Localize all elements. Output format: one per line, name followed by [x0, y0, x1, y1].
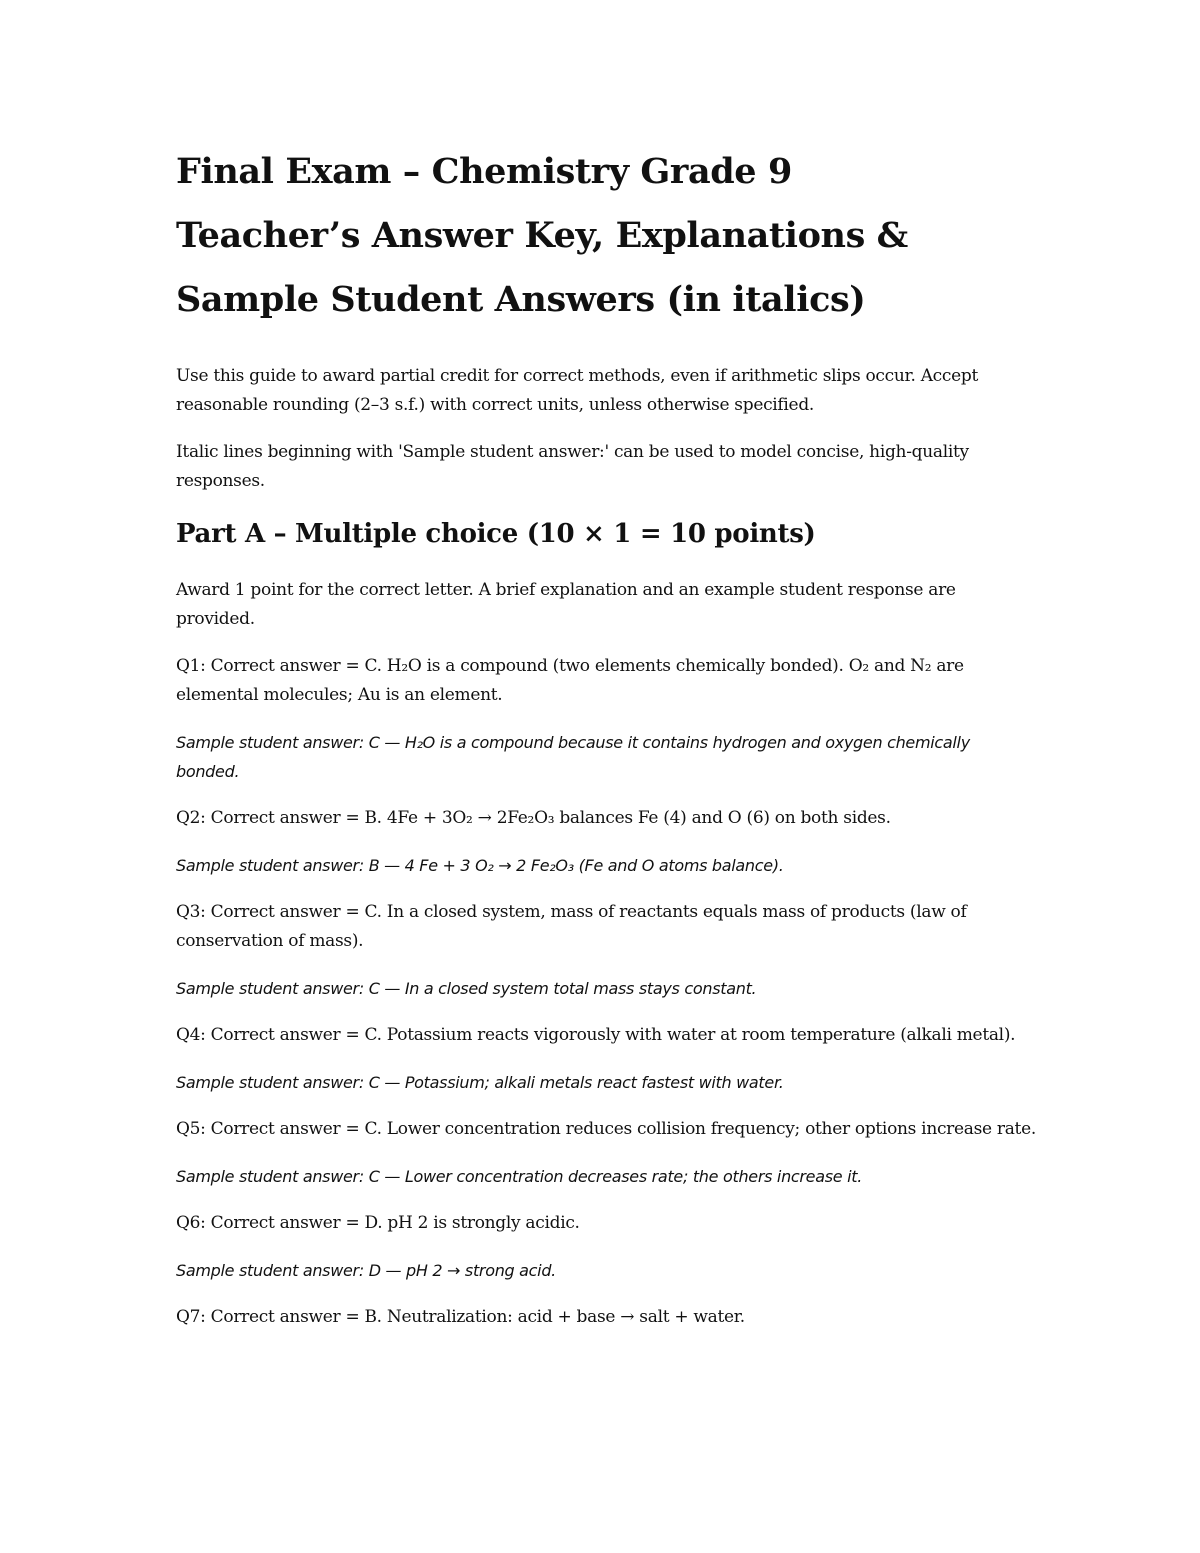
q6-sample-answer: Sample student answer: D — pH 2 → strong acid. [176, 1261, 556, 1280]
q2-answer: Q2: Correct answer = B. 4Fe + 3O₂ → 2Fe₂O₃ balances Fe (4) and O (6) on both sides. [176, 808, 891, 828]
document-title [176, 140, 1036, 332]
title-line-3: Sample Student Answers (in italics) [176, 279, 866, 320]
q3-sample-answer: Sample student answer: C — In a closed system total mass stays constant. [176, 979, 757, 998]
title-line-1: Final Exam – Chemistry Grade 9 [176, 151, 792, 192]
part-a-heading: Part A – Multiple choice (10 × 1 = 10 points) [176, 519, 816, 549]
intro-paragraph-grading: Use this guide to award partial credit for correct methods, even if arithmetic slips occur. Accept reasonable rounding (2–3 s.f.) with correct units, unless otherwise specified. [176, 366, 978, 415]
q4-sample-answer: Sample student answer: C — Potassium; alkali metals react fastest with water. [176, 1073, 784, 1092]
q1-answer: Q1: Correct answer = C. H₂O is a compound (two elements chemically bonded). O₂ and N₂ are elemental molecules; Au is an element. [176, 656, 964, 705]
q5-sample-answer: Sample student answer: C — Lower concentration decreases rate; the others increase it. [176, 1167, 863, 1186]
intro-paragraph-italics-note: Italic lines beginning with 'Sample student answer:' can be used to model concise, high-quality responses. [176, 442, 969, 491]
q5-answer: Q5: Correct answer = C. Lower concentration reduces collision frequency; other options increase rate. [176, 1119, 1036, 1139]
document-page [176, 140, 1036, 1350]
intro-section [176, 362, 1036, 496]
part-a-instructions: Award 1 point for the correct letter. A brief explanation and an example student response are provided. [176, 580, 956, 629]
q1-sample-answer: Sample student answer: C — H₂O is a compound because it contains hydrogen and oxygen chemically bonded. [176, 733, 970, 781]
q7-answer: Q7: Correct answer = B. Neutralization: acid + base → salt + water. [176, 1307, 745, 1327]
q2-sample-answer: Sample student answer: B — 4 Fe + 3 O₂ → 2 Fe₂O₃ (Fe and O atoms balance). [176, 856, 784, 875]
title-line-2: Teacher’s Answer Key, Explanations & [176, 215, 908, 256]
q3-answer: Q3: Correct answer = C. In a closed system, mass of reactants equals mass of products (law of conservation of mass). [176, 902, 967, 951]
q6-answer: Q6: Correct answer = D. pH 2 is strongly acidic. [176, 1213, 580, 1233]
q4-answer: Q4: Correct answer = C. Potassium reacts vigorously with water at room temperature (alkali metal). [176, 1025, 1016, 1045]
